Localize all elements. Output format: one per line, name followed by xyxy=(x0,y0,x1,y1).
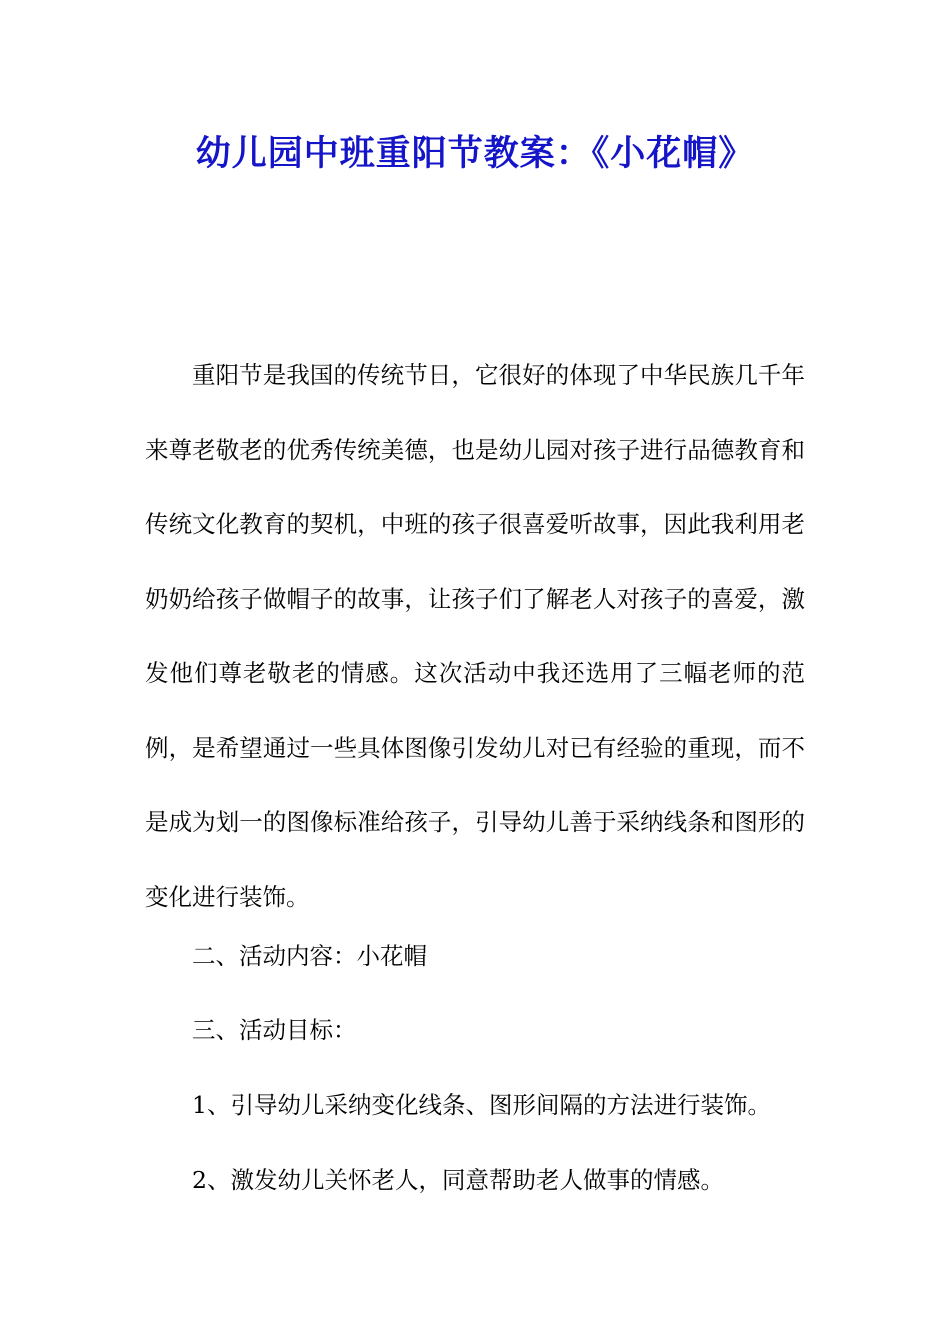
intro-paragraph: 重阳节是我国的传统节日，它很好的体现了中华民族几千年来尊老敬老的优秀传统美德，也是幼儿园对孩子进行品德教育和传统文化教育的契机，中班的孩子很喜爱听故事，因此我利用老奶奶给孩子做帽子的故事，让孩子们了解老人对孩子的喜爱，激发他们尊老敬老的情感。这次活动中我还选用了三幅老师的范例，是希望通过一些具体图像引发幼儿对已有经验的重现，而不是成为划一的图像标准给孩子，引导幼儿善于采纳线条和图形的变化进行装饰。 xyxy=(145,361,805,911)
goal-item-2: 2、激发幼儿关怀老人，同意帮助老人做事的情感。 xyxy=(192,1166,724,1194)
document-title: 幼儿园中班重阳节教案：《小花帽》 xyxy=(195,134,755,174)
section-activity-content: 二、活动内容：小花帽 xyxy=(192,942,427,970)
section-activity-goals: 三、活动目标： xyxy=(192,1016,357,1044)
goal-item-1: 1、引导幼儿采纳变化线条、图形间隔的方法进行装饰。 xyxy=(192,1091,771,1119)
